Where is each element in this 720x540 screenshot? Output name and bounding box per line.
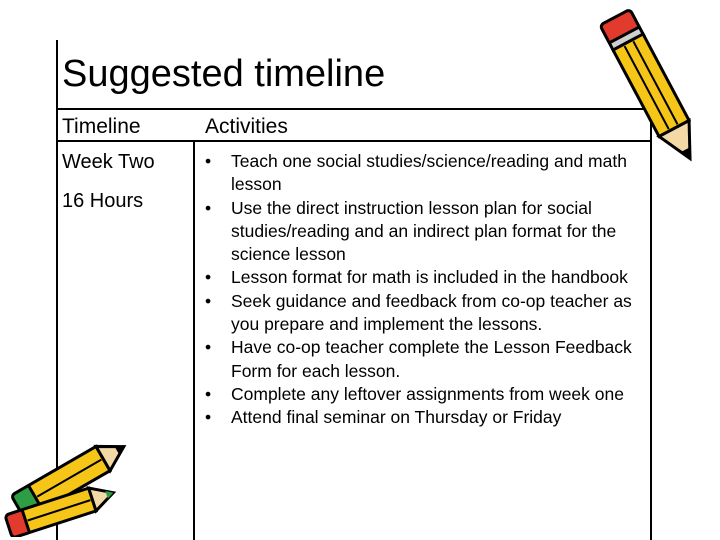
timeline-hours: 16 Hours bbox=[62, 190, 144, 212]
bullet-icon: • bbox=[205, 290, 212, 311]
activity-text: Use the direct instruction lesson plan for social studies/reading and an indirect plan format for the science lesson bbox=[231, 197, 617, 265]
bullet-icon: • bbox=[205, 383, 212, 404]
activity-text: Teach one social studies/science/reading and math lesson bbox=[231, 151, 627, 195]
activity-item bbox=[205, 150, 645, 197]
activity-text: Seek guidance and feedback from co-op teacher as you prepare and implement the lessons. bbox=[231, 290, 632, 335]
bullet-icon: • bbox=[205, 197, 212, 218]
bullet-icon: • bbox=[205, 267, 212, 288]
table-column-rule bbox=[193, 142, 195, 540]
activity-text: Lesson format for math is included in the handbook bbox=[231, 267, 628, 288]
activity-item bbox=[205, 266, 645, 289]
pencils-clipart-icon bbox=[0, 432, 150, 537]
slide-title: Suggested timeline bbox=[62, 53, 386, 95]
activity-text: Complete any leftover assignments from week one bbox=[231, 383, 624, 404]
activity-item bbox=[205, 383, 645, 406]
activities-list bbox=[205, 150, 645, 430]
activity-item bbox=[205, 197, 645, 267]
timeline-week: Week Two bbox=[62, 151, 155, 173]
activity-text: Have co-op teacher complete the Lesson Feedback Form for each lesson. bbox=[231, 337, 632, 381]
activity-text: Attend final seminar on Thursday or Friday bbox=[231, 407, 562, 428]
pencil-clipart-icon bbox=[595, 0, 710, 175]
bullet-icon: • bbox=[205, 407, 212, 428]
bullet-icon: • bbox=[205, 151, 212, 171]
header-timeline: Timeline bbox=[62, 115, 141, 138]
activity-item bbox=[205, 336, 645, 383]
header-activities: Activities bbox=[205, 115, 288, 138]
table-header-rule bbox=[56, 140, 652, 142]
bullet-icon: • bbox=[205, 337, 212, 358]
activity-item bbox=[205, 406, 645, 429]
activity-item bbox=[205, 290, 645, 337]
